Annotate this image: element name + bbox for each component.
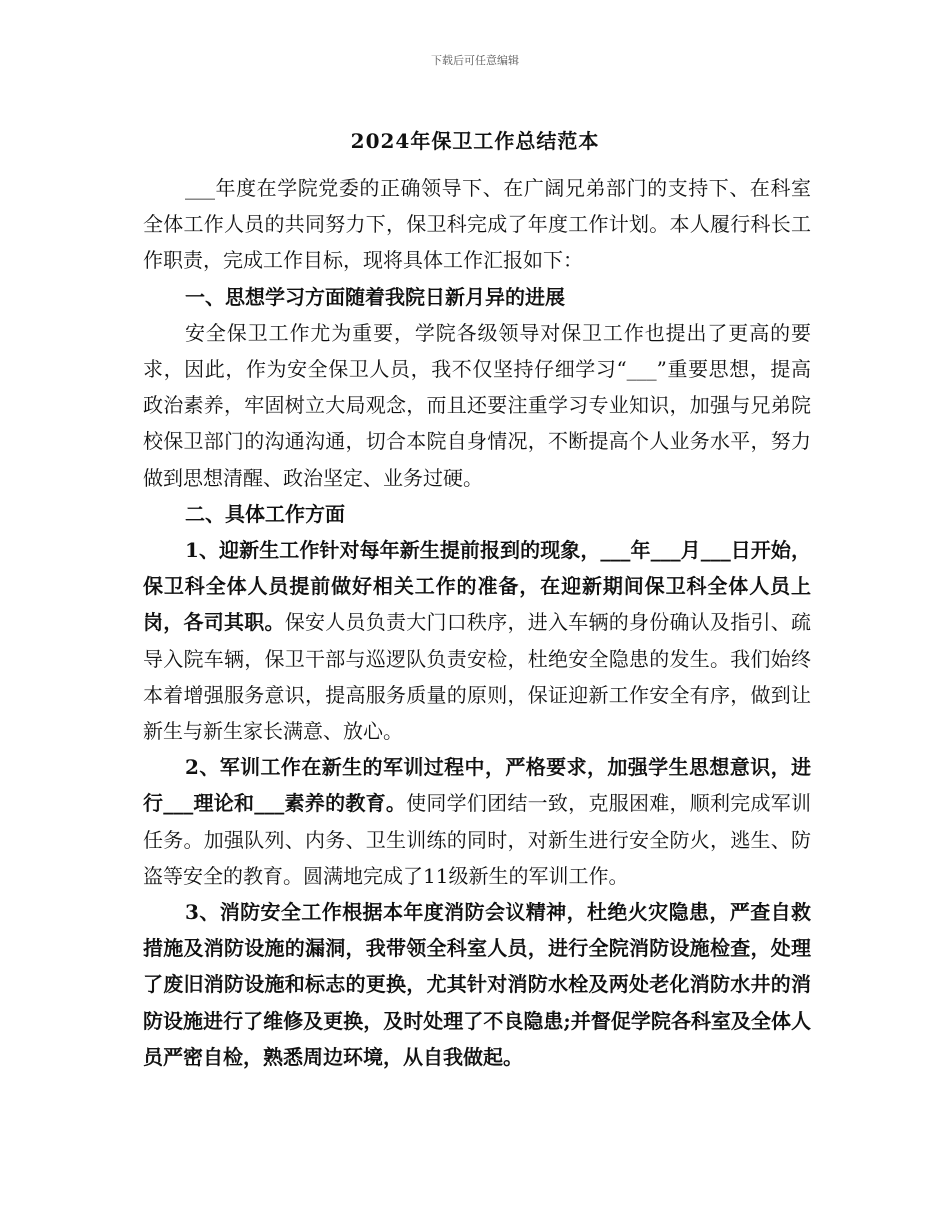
welcome-paragraph [143,532,811,749]
document-title: 2024年保卫工作总结范本 [350,129,600,153]
military-paragraph [143,749,811,894]
study-paragraph: 安全保卫工作尤为重要，学院各级领导对保卫工作也提出了更高的要求，因此，作为安全保卫人员，我不仅坚持仔细学习“___”重要思想，提高政治素养，牢固树立大局观念，而且还要注重学习专业知识，加强与兄弟院校保卫部门的沟通沟通，切合本院自身情况，不断提高个人业务水平，努力做到思想清醒、政治坚定、业务过硬。 [143,320,811,490]
page-header: 下载后可任意编辑 [431,54,519,67]
section-heading-2: 二、具体工作方面 [185,501,345,526]
military-lead: 2、军训工作在新生的军训过程中，严格要求，加强学生思想意识，进行___理论和___素养的教育。 [143,755,811,816]
welcome-text: 保安人员负责大门口秩序，进入车辆的身份确认及指引、疏导入院车辆，保卫干部与巡逻队负责安检，杜绝安全隐患的发生。我们始终本着增强服务意识，提高服务质量的原则，保证迎新工作安全有序，做到让新生与新生家长满意、放心。 [143,610,811,744]
fire-safety-paragraph: 3、消防安全工作根据本年度消防会议精神，杜绝火灾隐患，严查自救措施及消防设施的漏洞，我带领全科室人员，进行全院消防设施检查，处理了废旧消防设施和标志的更换，尤其针对消防水栓及两处老化消防水井的消防设施进行了维修及更换，及时处理了不良隐患;并督促学院各科室及全体人员严密自检，熟悉周边环境，从自我做起。 [143,900,811,1069]
military-text: 使同学们团结一致，克服困难，顺利完成军训任务。加强队列、内务、卫生训练的同时，对新生进行安全防火，逃生、防盗等安全的教育。圆满地完成了11级新生的军训工作。 [143,791,812,888]
intro-paragraph: ___年度在学院党委的正确领导下、在广阔兄弟部门的支持下、在科室全体工作人员的共同努力下，保卫科完成了年度工作计划。本人履行科长工作职责，完成工作目标，现将具体工作汇报如下： [143,176,811,273]
welcome-lead: 1、迎新生工作针对每年新生提前报到的现象，___年___月___日开始，保卫科全体人员提前做好相关工作的准备，在迎新期间保卫科全体人员上岗，各司其职。 [143,538,811,635]
document-body [143,170,811,1075]
section-heading-1: 一、思想学习方面随着我院日新月异的进展 [185,284,565,309]
